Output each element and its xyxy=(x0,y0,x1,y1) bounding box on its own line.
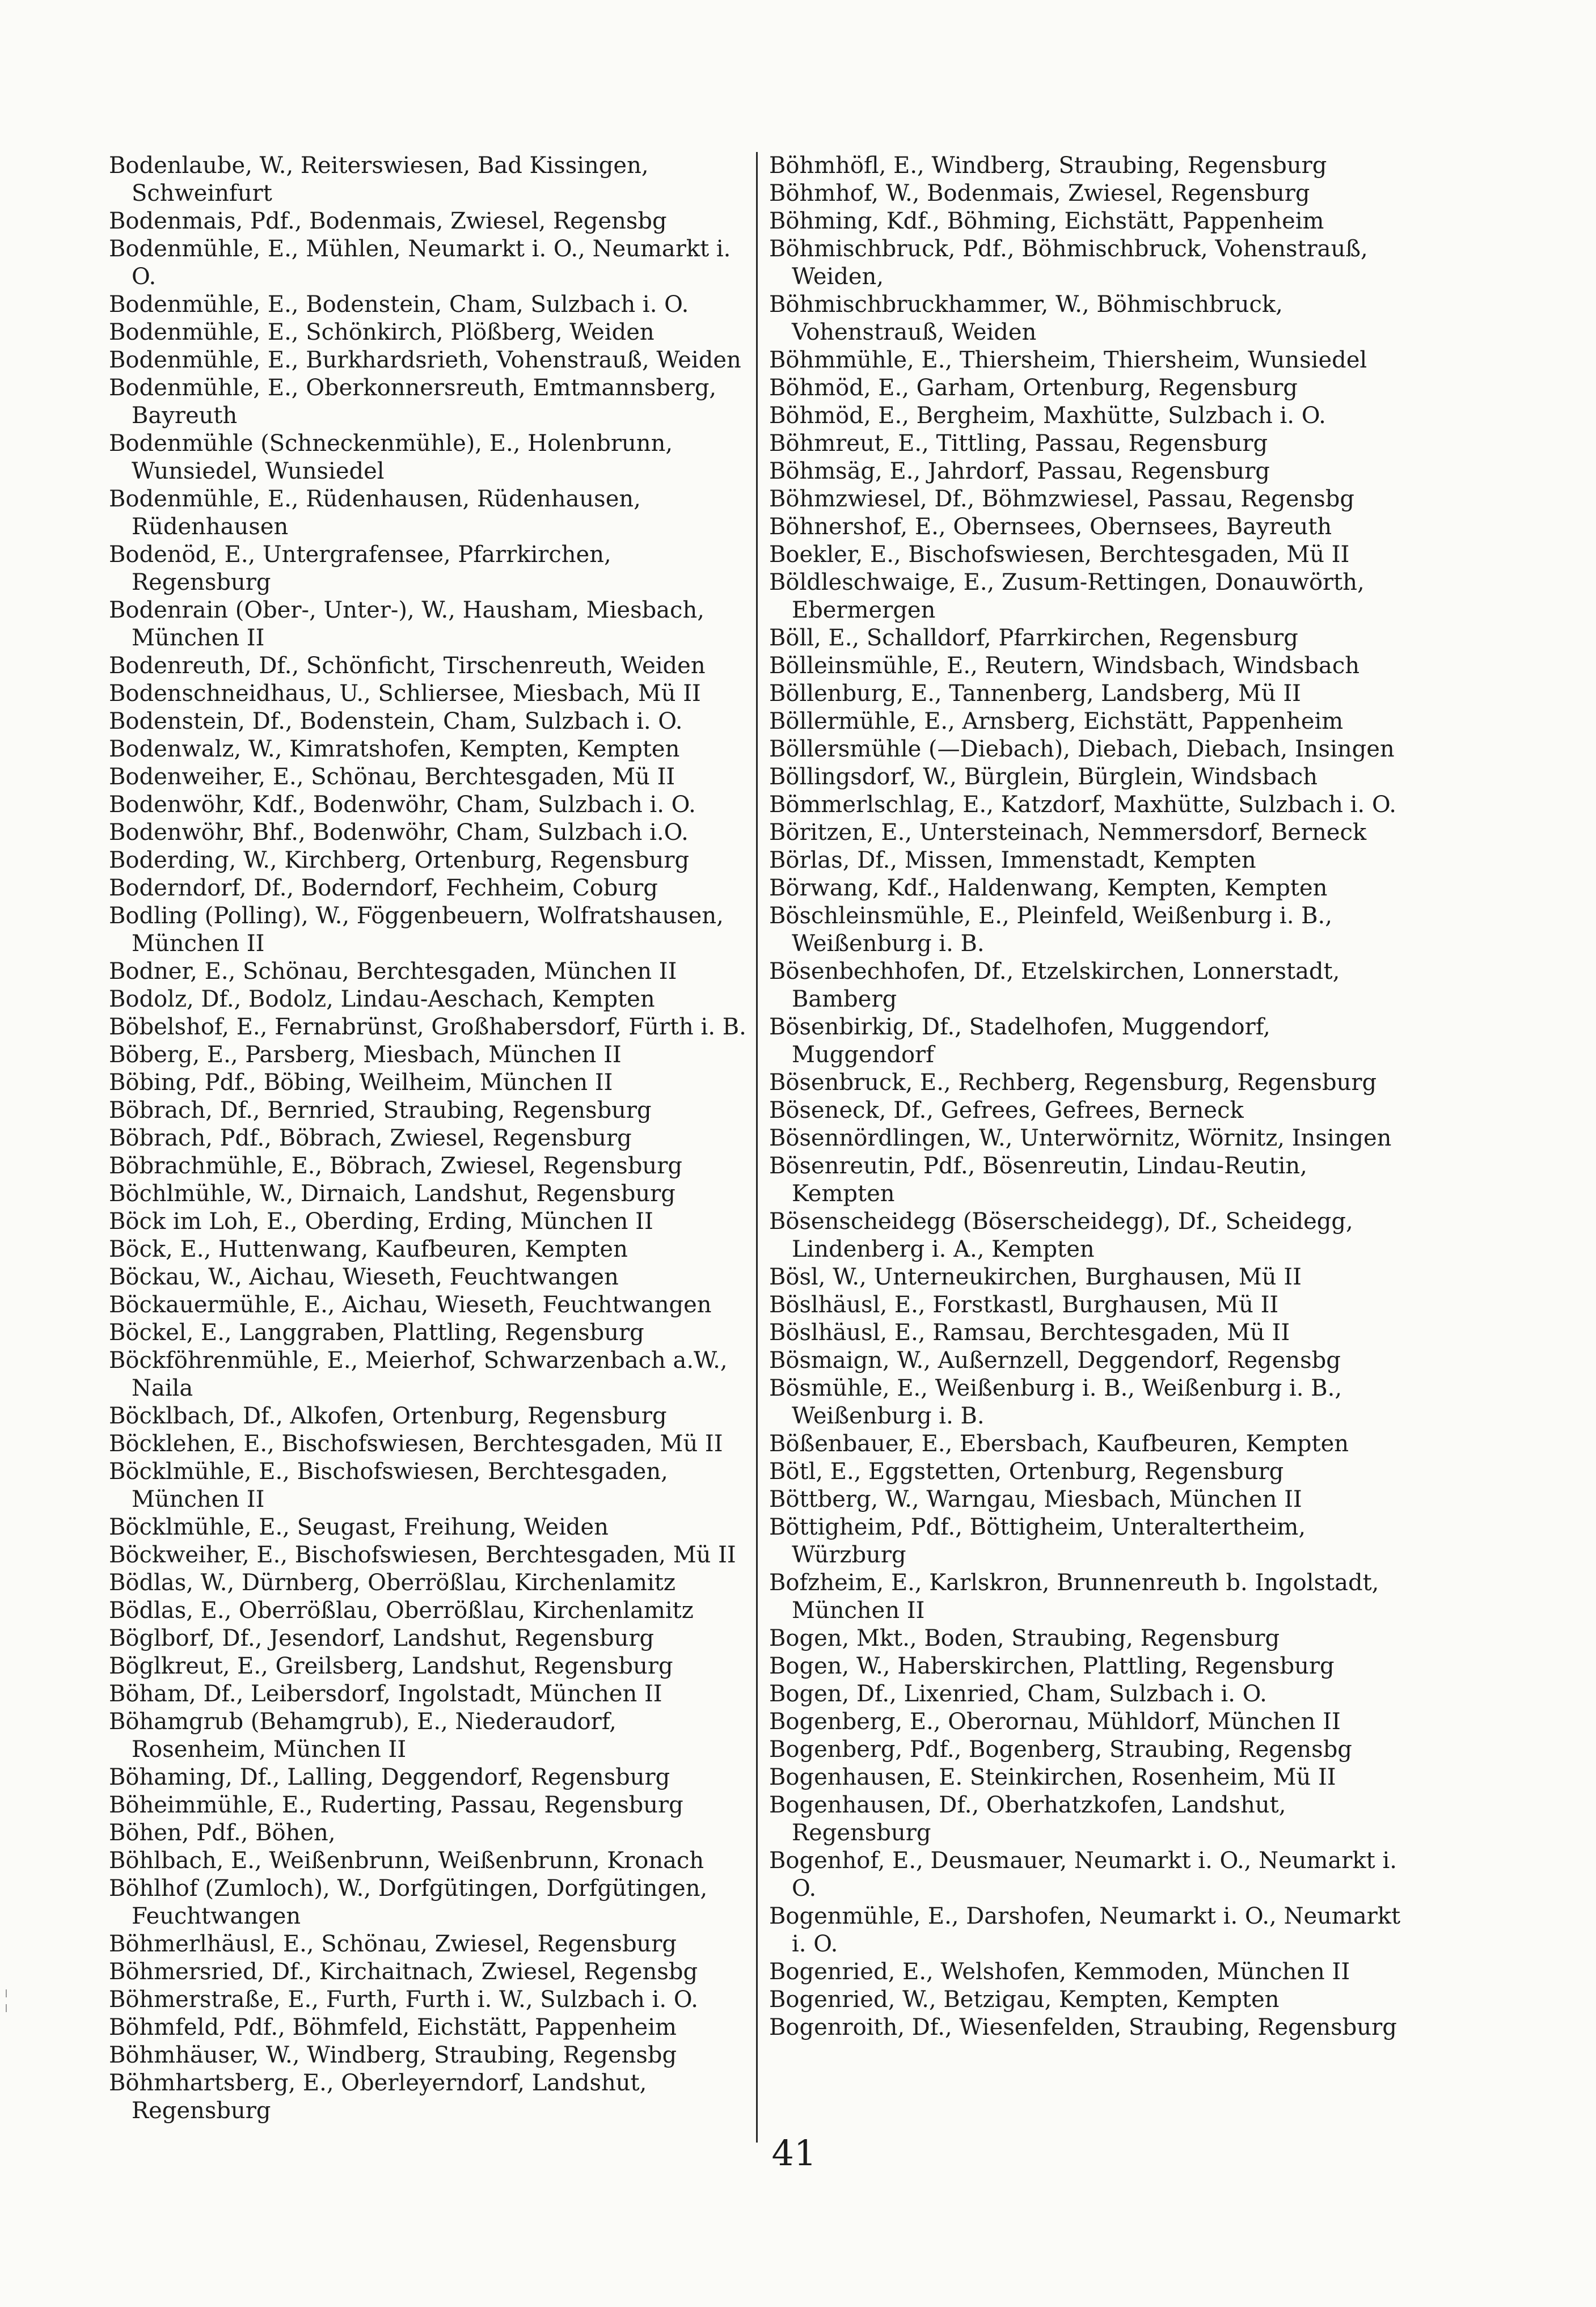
gazetteer-entry: Böhmersried, Df., Kirchaitnach, Zwiesel, Regensbg xyxy=(109,1959,698,1985)
gazetteer-entry: Böldleschwaige, E., Zusum-Rettingen, Donauwörth, Ebermergen xyxy=(769,569,1365,623)
gazetteer-entry: Böhmfeld, Pdf., Böhmfeld, Eichstätt, Pappenheim xyxy=(109,2014,677,2040)
gazetteer-entry: Bogenberg, Pdf., Bogenberg, Straubing, Regensbg xyxy=(769,1736,1352,1763)
gazetteer-entry: Böham, Df., Leibersdorf, Ingolstadt, München II xyxy=(109,1681,662,1707)
gazetteer-entry: Böllermühle, E., Arnsberg, Eichstätt, Pappenheim xyxy=(769,708,1344,734)
gazetteer-entry: Bogenmühle, E., Darshofen, Neumarkt i. O., Neumarkt i. O. xyxy=(769,1903,1401,1957)
gazetteer-entry: Böckföhrenmühle, E., Meierhof, Schwarzenbach a.W., Naila xyxy=(109,1347,728,1401)
gazetteer-entry: Böhnershof, E., Obernsees, Obernsees, Bayreuth xyxy=(769,514,1332,540)
gazetteer-entry: Bogenhausen, Df., Oberhatzkofen, Landshut, Regensburg xyxy=(769,1792,1286,1846)
gazetteer-entry: Böllenburg, E., Tannenberg, Landsberg, Mü II xyxy=(769,681,1301,707)
gazetteer-entry: Bodenlaube, W., Reiterswiesen, Bad Kissingen, Schweinfurt xyxy=(109,153,649,206)
gazetteer-entry: Bodenmais, Pdf., Bodenmais, Zwiesel, Regensbg xyxy=(109,208,667,234)
gazetteer-entry: Bödlas, W., Dürnberg, Oberrößlau, Kirchenlamitz xyxy=(109,1570,675,1596)
gazetteer-entry: Böritzen, E., Untersteinach, Nemmersdorf, Berneck xyxy=(769,819,1367,846)
gazetteer-entry: Böhlbach, E., Weißenbrunn, Weißenbrunn, Kronach xyxy=(109,1848,704,1874)
gazetteer-entry: Böbing, Pdf., Böbing, Weilheim, München II xyxy=(109,1070,613,1096)
gazetteer-entry: Böbrach, Df., Bernried, Straubing, Regensburg xyxy=(109,1097,652,1123)
page-number: 41 xyxy=(771,2132,817,2174)
gazetteer-entry: Böhmerlhäusl, E., Schönau, Zwiesel, Regensburg xyxy=(109,1931,677,1957)
gazetteer-entry: Bogenberg, E., Oberornau, Mühldorf, München II xyxy=(769,1709,1341,1735)
gazetteer-entry: Böglborf, Df., Jesendorf, Landshut, Regensburg xyxy=(109,1625,655,1651)
right-column xyxy=(769,152,1410,2042)
gazetteer-entry: Boekler, E., Bischofswiesen, Berchtesgaden, Mü II xyxy=(769,542,1350,568)
gazetteer-entry: Böhming, Kdf., Böhming, Eichstätt, Pappenheim xyxy=(769,208,1324,234)
gazetteer-entry: Böchlmühle, W., Dirnaich, Landshut, Regensburg xyxy=(109,1181,675,1207)
gazetteer-entry: Bötl, E., Eggstetten, Ortenburg, Regensburg xyxy=(769,1459,1284,1485)
gazetteer-entry: Böttigheim, Pdf., Böttigheim, Unteraltertheim, Würzburg xyxy=(769,1514,1306,1568)
gazetteer-entry: Börwang, Kdf., Haldenwang, Kempten, Kempten xyxy=(769,875,1328,901)
gazetteer-entry: Bodolz, Df., Bodolz, Lindau-Aeschach, Kempten xyxy=(109,986,655,1012)
gazetteer-entry: Bodenweiher, E., Schönau, Berchtesgaden, Mü II xyxy=(109,764,675,790)
gazetteer-entry: Böbelshof, E., Fernabrünst, Großhabersdorf, Fürth i. B. xyxy=(109,1014,746,1040)
gazetteer-entry: Bodling (Polling), W., Föggenbeuern, Wolfratshausen, München II xyxy=(109,903,724,957)
gazetteer-entry: Bödlas, E., Oberrößlau, Oberrößlau, Kirchenlamitz xyxy=(109,1598,694,1624)
gazetteer-entry: Bömmerlschlag, E., Katzdorf, Maxhütte, Sulzbach i. O. xyxy=(769,792,1397,818)
gazetteer-entry: Böseneck, Df., Gefrees, Gefrees, Berneck xyxy=(769,1097,1244,1123)
gazetteer-entry: Böhmischbruckhammer, W., Böhmischbruck, Vohenstrauß, Weiden xyxy=(769,291,1283,345)
gazetteer-entry: Böhmerstraße, E., Furth, Furth i. W., Sulzbach i. O. xyxy=(109,1987,699,2013)
gazetteer-entry: Bodenmühle, E., Mühlen, Neumarkt i. O., Neumarkt i. O. xyxy=(109,236,731,290)
gazetteer-entry: Böllersmühle (—Diebach), Diebach, Diebach, Insingen xyxy=(769,736,1395,762)
margin-marks xyxy=(5,1985,8,2019)
gazetteer-entry: Böslhäusl, E., Ramsau, Berchtesgaden, Mü II xyxy=(769,1320,1290,1346)
gazetteer-entry: Bösenreutin, Pdf., Bösenreutin, Lindau-Reutin, Kempten xyxy=(769,1153,1307,1207)
gazetteer-entry: Böcklbach, Df., Alkofen, Ortenburg, Regensburg xyxy=(109,1403,667,1429)
gazetteer-entry: Börlas, Df., Missen, Immenstadt, Kempten xyxy=(769,847,1256,873)
gazetteer-entry: Böhmmühle, E., Thiersheim, Thiersheim, Wunsiedel xyxy=(769,347,1367,373)
gazetteer-entry: Böck im Loh, E., Oberding, Erding, München II xyxy=(109,1209,653,1235)
gazetteer-entry: Böckel, E., Langgraben, Plattling, Regensburg xyxy=(109,1320,644,1346)
gazetteer-entry: Bodenstein, Df., Bodenstein, Cham, Sulzbach i. O. xyxy=(109,708,683,734)
gazetteer-entry: Bodenwöhr, Kdf., Bodenwöhr, Cham, Sulzbach i. O. xyxy=(109,792,696,818)
gazetteer-entry: Bölleinsmühle, E., Reutern, Windsbach, Windsbach xyxy=(769,653,1359,679)
gazetteer-entry: Bodenmühle, E., Bodenstein, Cham, Sulzbach i. O. xyxy=(109,291,689,318)
gazetteer-entry: Bogenried, W., Betzigau, Kempten, Kempten xyxy=(769,1987,1280,2013)
gazetteer-entry: Böhmöd, E., Garham, Ortenburg, Regensburg xyxy=(769,375,1298,401)
gazetteer-entry: Böhamgrub (Behamgrub), E., Niederaudorf, Rosenheim, München II xyxy=(109,1709,617,1763)
gazetteer-entry: Bösenbechhofen, Df., Etzelskirchen, Lonnerstadt, Bamberg xyxy=(769,958,1340,1012)
gazetteer-entry: Böhmreut, E., Tittling, Passau, Regensburg xyxy=(769,430,1268,457)
gazetteer-entry: Böheimmühle, E., Ruderting, Passau, Regensburg xyxy=(109,1792,683,1818)
gazetteer-entry: Böbrach, Pdf., Böbrach, Zwiesel, Regensburg xyxy=(109,1125,632,1151)
gazetteer-entry: Bösenbruck, E., Rechberg, Regensburg, Regensburg xyxy=(769,1070,1377,1096)
gazetteer-entry: Bösennördlingen, W., Unterwörnitz, Wörnitz, Insingen xyxy=(769,1125,1392,1151)
gazetteer-entry: Bösenbirkig, Df., Stadelhofen, Muggendorf, Muggendorf xyxy=(769,1014,1270,1068)
gazetteer-entry: Böckau, W., Aichau, Wieseth, Feuchtwangen xyxy=(109,1264,619,1290)
gazetteer-entry: Böhmöd, E., Bergheim, Maxhütte, Sulzbach i. O. xyxy=(769,403,1326,429)
gazetteer-entry: Böhlhof (Zumloch), W., Dorfgütingen, Dorfgütingen, Feuchtwangen xyxy=(109,1875,708,1929)
gazetteer-entry: Böck, E., Huttenwang, Kaufbeuren, Kempten xyxy=(109,1236,628,1262)
gazetteer-entry: Böhmischbruck, Pdf., Böhmischbruck, Vohenstrauß, Weiden, xyxy=(769,236,1368,290)
gazetteer-entry: Bodenöd, E., Untergrafensee, Pfarrkirchen, Regensburg xyxy=(109,542,611,595)
gazetteer-entry: Böbrachmühle, E., Böbrach, Zwiesel, Regensburg xyxy=(109,1153,682,1179)
gazetteer-entry: Boderndorf, Df., Boderndorf, Fechheim, Coburg xyxy=(109,875,658,901)
gazetteer-entry: Böhmhäuser, W., Windberg, Straubing, Regensbg xyxy=(109,2042,677,2068)
gazetteer-entry: Böckweiher, E., Bischofswiesen, Berchtesgaden, Mü II xyxy=(109,1542,736,1568)
gazetteer-entry: Böslhäusl, E., Forstkastl, Burghausen, Mü II xyxy=(769,1292,1279,1318)
gazetteer-entry: Bogen, Df., Lixenried, Cham, Sulzbach i. O. xyxy=(769,1681,1267,1707)
gazetteer-entry: Bodenrain (Ober-, Unter-), W., Hausham, Miesbach, München II xyxy=(109,597,704,651)
gazetteer-entry: Böhmhof, W., Bodenmais, Zwiesel, Regensburg xyxy=(769,180,1310,206)
gazetteer-entry: Bofzheim, E., Karlskron, Brunnenreuth b. Ingolstadt, München II xyxy=(769,1570,1379,1624)
gazetteer-entry: Bodenmühle, E., Burkhardsrieth, Vohenstrauß, Weiden xyxy=(109,347,741,373)
gazetteer-entry: Bösenscheidegg (Böserscheidegg), Df., Scheidegg, Lindenberg i. A., Kempten xyxy=(769,1209,1353,1262)
gazetteer-entry: Bodenmühle (Schneckenmühle), E., Holenbrunn, Wunsiedel, Wunsiedel xyxy=(109,430,673,484)
gazetteer-entry: Bodenschneidhaus, U., Schliersee, Miesbach, Mü II xyxy=(109,681,701,707)
gazetteer-entry: Böttberg, W., Warngau, Miesbach, München II xyxy=(769,1486,1302,1512)
gazetteer-entry: Bogen, W., Haberskirchen, Plattling, Regensburg xyxy=(769,1653,1335,1679)
gazetteer-entry: Böckauermühle, E., Aichau, Wieseth, Feuchtwangen xyxy=(109,1292,712,1318)
gazetteer-entry: Böll, E., Schalldorf, Pfarrkirchen, Regensburg xyxy=(769,625,1298,651)
gazetteer-entry: Bodenwöhr, Bhf., Bodenwöhr, Cham, Sulzbach i.O. xyxy=(109,819,689,846)
gazetteer-entry: Bodenmühle, E., Oberkonnersreuth, Emtmannsberg, Bayreuth xyxy=(109,375,717,429)
gazetteer-entry: Böcklmühle, E., Bischofswiesen, Berchtesgaden, München II xyxy=(109,1459,668,1512)
gazetteer-entry: Böhmzwiesel, Df., Böhmzwiesel, Passau, Regensbg xyxy=(769,486,1354,512)
gazetteer-entry: Bogenried, E., Welshofen, Kemmoden, München II xyxy=(769,1959,1350,1985)
gazetteer-entry: Böberg, E., Parsberg, Miesbach, München II xyxy=(109,1042,622,1068)
gazetteer-entry: Bodenwalz, W., Kimratshofen, Kempten, Kempten xyxy=(109,736,680,762)
gazetteer-entry: Bößenbauer, E., Ebersbach, Kaufbeuren, Kempten xyxy=(769,1431,1349,1457)
gazetteer-entry: Boderding, W., Kirchberg, Ortenburg, Regensburg xyxy=(109,847,690,873)
gazetteer-entry: Böglkreut, E., Greilsberg, Landshut, Regensburg xyxy=(109,1653,673,1679)
column-divider xyxy=(756,152,758,2143)
left-column xyxy=(109,152,750,2125)
gazetteer-entry: Bodner, E., Schönau, Berchtesgaden, München II xyxy=(109,958,677,985)
gazetteer-entry: Böhmhöfl, E., Windberg, Straubing, Regensburg xyxy=(769,153,1327,179)
gazetteer-entry: Bogenroith, Df., Wiesenfelden, Straubing, Regensburg xyxy=(769,2014,1397,2040)
gazetteer-entry: Böhmhartsberg, E., Oberleyerndorf, Landshut, Regensburg xyxy=(109,2070,647,2124)
gazetteer-entry: Böllingsdorf, W., Bürglein, Bürglein, Windsbach xyxy=(769,764,1318,790)
gazetteer-entry: Bogenhausen, E. Steinkirchen, Rosenheim, Mü II xyxy=(769,1764,1336,1790)
gazetteer-entry: Bösl, W., Unterneukirchen, Burghausen, Mü II xyxy=(769,1264,1302,1290)
gazetteer-entry: Bogenhof, E., Deusmauer, Neumarkt i. O., Neumarkt i. O. xyxy=(769,1848,1397,1902)
gazetteer-entry: Bodenmühle, E., Schönkirch, Plößberg, Weiden xyxy=(109,319,655,345)
gazetteer-entry: Bodenmühle, E., Rüdenhausen, Rüdenhausen, Rüdenhausen xyxy=(109,486,641,540)
gazetteer-entry: Böhaming, Df., Lalling, Deggendorf, Regensburg xyxy=(109,1764,670,1790)
gazetteer-entry: Böhmsäg, E., Jahrdorf, Passau, Regensburg xyxy=(769,458,1270,484)
gazetteer-entry: Böcklehen, E., Bischofswiesen, Berchtesgaden, Mü II xyxy=(109,1431,723,1457)
gazetteer-entry: Bösmaign, W., Außernzell, Deggendorf, Regensbg xyxy=(769,1347,1341,1374)
gazetteer-entry: Bodenreuth, Df., Schönficht, Tirschenreuth, Weiden xyxy=(109,653,706,679)
gazetteer-entry: Bogen, Mkt., Boden, Straubing, Regensburg xyxy=(769,1625,1280,1651)
gazetteer-entry: Bösmühle, E., Weißenburg i. B., Weißenburg i. B., Weißenburg i. B. xyxy=(769,1375,1342,1429)
gazetteer-entry: Böschleinsmühle, E., Pleinfeld, Weißenburg i. B., Weißenburg i. B. xyxy=(769,903,1332,957)
gazetteer-entry: Böhen, Pdf., Böhen, xyxy=(109,1820,336,1846)
gazetteer-entry: Böcklmühle, E., Seugast, Freihung, Weiden xyxy=(109,1514,609,1540)
